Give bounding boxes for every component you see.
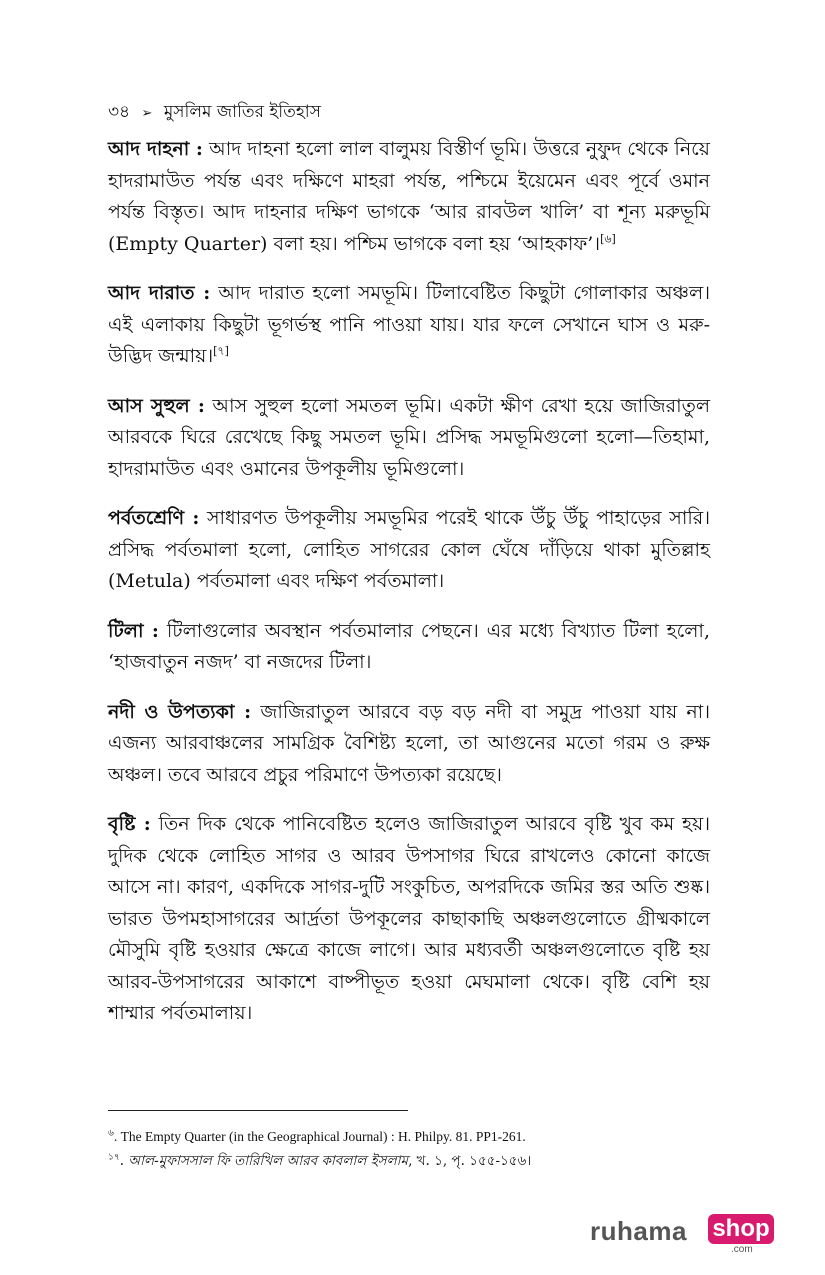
paragraph-text: টিলাগুলোর অবস্থান পর্বতমালার পেছনে। এর মধ্যে বিখ্যাত টিলা হলো, ‘হাজবাতুন নজদ’ বা নজদের টিলা। — [108, 619, 710, 673]
running-header — [108, 100, 321, 126]
footnote-mark: ৬ — [108, 1127, 114, 1138]
footnote-ref[interactable]: [৬] — [600, 232, 616, 246]
paragraph-text: তিন দিক থেকে পানিবেষ্টিত হলেও জাজিরাতুল আরবে বৃষ্টি খুব কম হয়। দুদিক থেকে লোহিত সাগর ও আরব উপসাগর ঘিরে রাখলেও কোনো কাজে আসে না। কারণ, একদিকে সাগর-দুটি সংকুচিত, অপরদিকে জমির স্তর অতি শুষ্ক। ভারত উপমহাসাগরের আর্দ্রতা উপকূলের কাছাকাছি অঞ্চলগুলোতে গ্রীষ্মকালে মৌসুমি বৃষ্টি হওয়ার ক্ষেত্রে কাজে লাগে। আর মধ্যবর্তী অঞ্চলগুলোতে বৃষ্টি হয় আরব-উপসাগরের আকাশে বাষ্পীভূত হওয়া মেঘমালা থেকে। বৃষ্টি বেশি হয় শাম্মার পর্বতমালায়। — [108, 813, 710, 1024]
footnote-7 — [108, 1149, 710, 1173]
book-title: মুসলিম জাতির ইতিহাস — [163, 102, 321, 122]
term-heading: পর্বতশ্রেণি : — [108, 507, 200, 529]
paragraph-rivers-valleys — [108, 697, 710, 792]
paragraph-text: আদ দারাত হলো সমভূমি। টিলাবেষ্টিত কিছুটা গোলাকার অঞ্চল। এই এলাকায় কিছুটা ভূগর্ভস্থ পানি পাওয়া যায়। যার ফলে সেখানে ঘাস ও মরু-উদ্ভিদ জন্মায়। — [108, 282, 710, 367]
footnote-book-title: আল-মুফাসসাল ফি তারিখিল আরব কাবলাল ইসলাম — [128, 1153, 409, 1169]
term-heading: বৃষ্টি : — [108, 813, 151, 835]
paragraph-ad-darat — [108, 278, 710, 373]
term-heading: টিলা : — [108, 619, 159, 642]
paragraph-hills — [108, 616, 710, 679]
term-heading: আস সুহুল : — [108, 394, 205, 417]
paragraph-ad-dahna — [108, 134, 710, 260]
footnote-ref[interactable]: [৭] — [213, 344, 229, 358]
footnote-mark: ১৭ — [108, 1152, 120, 1163]
page-number: ৩৪ — [108, 102, 131, 122]
paragraph-text: আস সুহুল হলো সমতল ভূমি। একটা ক্ষীণ রেখা হয়ে জাজিরাতুল আরবকে ঘিরে রেখেছে কিছু সমতল ভূমি। প্রসিদ্ধ সমভূমিগুলো হলো—তিহামা, হাদরামাউত এবং ওমানের উপকূলীয় ভূমিগুলো। — [108, 394, 711, 480]
footnote-6 — [108, 1125, 710, 1149]
paragraph-as-suhul — [108, 391, 710, 486]
watermark-brand-left: ruhama — [590, 1216, 687, 1246]
body-text — [108, 134, 710, 1048]
arrow-icon: ➢ — [141, 106, 153, 121]
term-heading: আদ দারাত : — [108, 282, 211, 304]
footnote-text: . The Empty Quarter (in the Geographical Journal) : H. Philpy. 81. PP1-261. — [113, 1129, 526, 1144]
paragraph-text: সাধারণত উপকূলীয় সমভূমির পরেই থাকে উঁচু উঁচু পাহাড়ের সারি। প্রসিদ্ধ পর্বতমালা হলো, লোহিত সাগরের কোল ঘেঁষে দাঁড়িয়ে থাকা মুতিল্লাহ (Metula) পর্বতমালা এবং দক্ষিণ পর্বতমালা। — [108, 507, 711, 592]
paragraph-rain — [108, 809, 710, 1030]
paragraph-text: জাজিরাতুল আরবে বড় বড় নদী বা সমুদ্র পাওয়া যায় না। এজন্য আরবাঞ্চলের সামগ্রিক বৈশিষ্ট্য হলো, তা আগুনের মতো গরম ও রুক্ষ অঞ্চল। তবে আরবে প্রচুর পরিমাণে উপত্যকা রয়েছে। — [108, 700, 710, 786]
term-heading: নদী ও উপত্যকা : — [108, 700, 252, 723]
footnote-text: , খ. ১, পৃ. ১৫৫-১৫৬। — [408, 1153, 532, 1169]
watermark-domain: .com — [731, 1244, 753, 1255]
paragraph-text: আদ দাহনা হলো লাল বালুময় বিস্তীর্ণ ভূমি। উত্তরে নুফুদ থেকে নিয়ে হাদরামাউত পর্যন্ত এবং দক্ষিণে মাহরা পর্যন্ত, পশ্চিমে ইয়েমেন এবং পূর্বে ওমান পর্যন্ত বিস্তৃত। আদ দাহনার দক্ষিণ ভাগকে ‘আর রাবউল খালি’ বা শূন্য মরুভূমি (Empty Quarter) বলা হয়। পশ্চিম ভাগকে বলা হয় ‘আহকাফ’। — [108, 138, 710, 255]
watermark-brand-right: shop — [708, 1214, 774, 1244]
term-heading: আদ দাহনা : — [108, 138, 203, 160]
footnotes — [108, 1125, 710, 1173]
publisher-watermark — [590, 1210, 780, 1254]
footnote-prefix: . — [119, 1153, 129, 1169]
footnote-divider — [108, 1110, 408, 1111]
paragraph-mountain-ranges — [108, 503, 710, 598]
